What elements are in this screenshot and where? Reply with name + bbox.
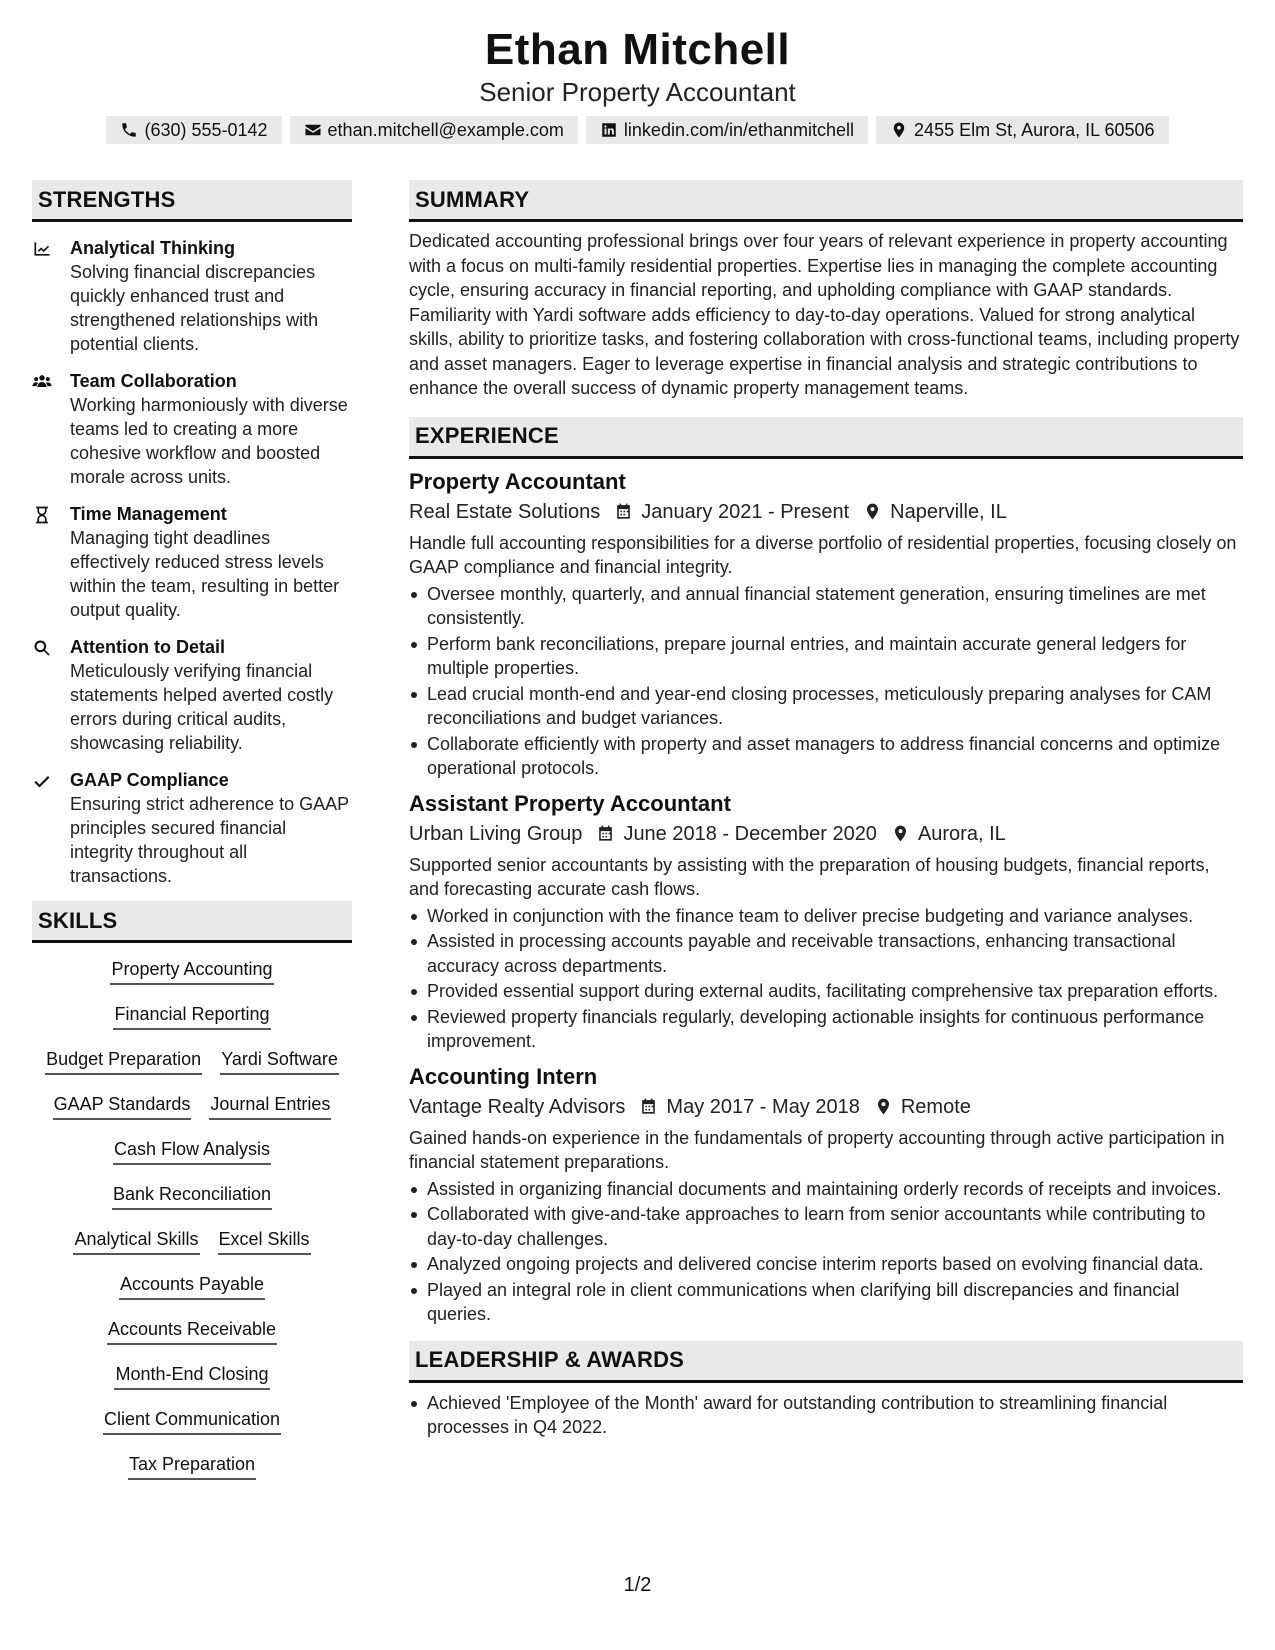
contact-address-text: 2455 Elm St, Aurora, IL 60506 [914, 119, 1155, 140]
bullet-item: Provided essential support during external audits, facilitating comprehensive tax preparation efforts. [409, 979, 1243, 1004]
job-dates: May 2017 - May 2018 [666, 1095, 860, 1118]
job-bullets [409, 1177, 1243, 1327]
job-company: Real Estate Solutions [409, 500, 601, 523]
skill-tag: Client Communication [103, 1407, 281, 1435]
strength-desc: Meticulously verifying financial statements helped averted costly errors during critical audits, showcasing reliability. [70, 661, 334, 753]
skill-tag: Budget Preparation [45, 1047, 202, 1075]
job-title: Property Accountant [409, 468, 626, 494]
skill-tag: Journal Entries [209, 1092, 331, 1120]
strength-desc: Solving financial discrepancies quickly enhanced trust and strengthened relationships with potential clients. [70, 262, 319, 354]
job-location: Naperville, IL [890, 500, 1007, 523]
job-title: Accounting Intern [409, 1063, 598, 1089]
bullet-item: Collaborate efficiently with property and asset managers to address financial concerns and optimize operational protocols. [409, 732, 1243, 781]
strength-desc: Managing tight deadlines effectively reduced stress levels within the team, resulting in better output quality. [70, 528, 340, 620]
map-pin-icon [863, 502, 882, 521]
skill-tag: Tax Preparation [128, 1452, 256, 1480]
job-location: Remote [900, 1095, 971, 1118]
bullet-item: Collaborated with give-and-take approaches to learn from senior accountants while contributing to day-to-day challenges. [409, 1202, 1243, 1251]
job-meta [409, 1092, 1243, 1122]
strength-title: Time Management [70, 504, 227, 524]
contact-linkedin-text: linkedin.com/in/ethanmitchell [623, 119, 855, 140]
strength-item [32, 236, 352, 356]
strengths-heading: STRENGTHS [32, 180, 352, 222]
map-pin-icon [890, 121, 908, 139]
job-bullets [409, 582, 1243, 781]
strength-item [32, 369, 352, 489]
contact-email[interactable] [290, 116, 578, 144]
summary-heading: SUMMARY [409, 180, 1243, 222]
skill-tag: Excel Skills [218, 1227, 311, 1255]
leadership-bullets [409, 1391, 1243, 1440]
candidate-name: Ethan Mitchell [484, 25, 791, 74]
strength-item [32, 635, 352, 755]
job-description: Handle full accounting responsibilities for a diverse portfolio of residential properties, focusing closely on GAAP compliance and financial integrity. [409, 532, 1237, 577]
strength-desc: Ensuring strict adherence to GAAP principles secured financial integrity throughout all transactions. [70, 794, 349, 886]
job-location: Aurora, IL [917, 822, 1006, 845]
job-entry [409, 1062, 1243, 1327]
bullet-item: Achieved 'Employee of the Month' award for outstanding contribution to streamlining financial processes in Q4 2022. [409, 1391, 1243, 1440]
bullet-item: Assisted in processing accounts payable and receivable transactions, enhancing transactional accuracy across departments. [409, 929, 1243, 978]
strength-title: Attention to Detail [70, 637, 225, 657]
hourglass-icon [32, 505, 52, 525]
skills-list [32, 957, 352, 1480]
contact-phone-text: (630) 555-0142 [144, 119, 268, 140]
leadership-heading: LEADERSHIP & AWARDS [409, 1341, 1243, 1383]
page-number: 1/2 [623, 1574, 652, 1596]
resume-header [0, 0, 1275, 144]
strength-item [32, 768, 352, 888]
job-bullets [409, 904, 1243, 1054]
contact-bar [0, 116, 1275, 144]
job-meta [409, 497, 1243, 527]
skill-tag: Financial Reporting [113, 1002, 270, 1030]
skills-heading: SKILLS [32, 901, 352, 943]
skill-tag: Accounts Receivable [107, 1317, 277, 1345]
skill-tag: Bank Reconciliation [112, 1182, 272, 1210]
strength-item [32, 502, 352, 622]
summary-text: Dedicated accounting professional brings over four years of relevant experience in property accounting with a focus on multi-family residential properties. Expertise lies in managing the complete accounting cycle, ensuring accuracy in financial reporting, and upholding compliance with GAAP standards. Familiarity with Yardi software adds efficiency to day-to-day operations. Valued for strong analytical skills, ability to prioritize tasks, and fostering collaboration with cross-functional teams, including property and asset managers. Eager to leverage expertise in financial analysis and strategic contributions to enhance the overall success of dynamic property management teams. [409, 231, 1240, 398]
calendar-icon [614, 502, 633, 521]
skill-tag: Cash Flow Analysis [113, 1137, 271, 1165]
candidate-title: Senior Property Accountant [479, 77, 796, 107]
left-column [32, 180, 352, 1480]
bullet-item: Worked in conjunction with the finance team to deliver precise budgeting and variance analyses. [409, 904, 1243, 929]
skill-tag: Property Accounting [110, 957, 273, 985]
calendar-icon [596, 824, 615, 843]
skill-tag: Analytical Skills [73, 1227, 199, 1255]
check-icon [32, 771, 52, 791]
map-pin-icon [891, 824, 910, 843]
job-description: Gained hands-on experience in the fundamentals of property accounting through active participation in financial statement preparations. [409, 1127, 1225, 1172]
experience-heading: EXPERIENCE [409, 417, 1243, 459]
linkedin-icon [600, 121, 618, 139]
strength-title: Analytical Thinking [70, 238, 236, 258]
job-company: Urban Living Group [409, 822, 583, 845]
job-company: Vantage Realty Advisors [409, 1095, 626, 1118]
strength-title: Team Collaboration [70, 371, 237, 391]
skill-tag: Month-End Closing [114, 1362, 269, 1390]
strength-desc: Working harmoniously with diverse teams led to creating a more cohesive workflow and boosted morale across units. [70, 395, 348, 487]
bullet-item: Lead crucial month-end and year-end closing processes, meticulously preparing analyses for CAM reconciliations and budget variances. [409, 682, 1243, 731]
skill-tag: GAAP Standards [53, 1092, 192, 1120]
bullet-item: Reviewed property financials regularly, developing actionable insights for continuous performance improvement. [409, 1005, 1243, 1054]
skill-tag: Accounts Payable [119, 1272, 265, 1300]
calendar-icon [639, 1097, 658, 1116]
job-title: Assistant Property Accountant [409, 790, 731, 816]
strength-title: GAAP Compliance [70, 770, 229, 790]
bullet-item: Played an integral role in client communications when clarifying bill discrepancies and financial queries. [409, 1278, 1243, 1327]
job-description: Supported senior accountants by assisting with the preparation of housing budgets, financial reports, and forecasting accurate cash flows. [409, 854, 1210, 899]
contact-address [876, 116, 1169, 144]
job-meta [409, 819, 1243, 849]
right-column [409, 180, 1243, 1441]
job-entry [409, 467, 1243, 781]
contact-email-text: ethan.mitchell@example.com [327, 119, 564, 140]
contact-phone[interactable] [106, 116, 281, 144]
contact-linkedin[interactable] [586, 116, 868, 144]
bullet-item: Assisted in organizing financial documents and maintaining orderly records of receipts and invoices. [409, 1177, 1243, 1202]
strengths-list [32, 236, 352, 888]
chart-line-icon [32, 239, 52, 259]
skill-tag: Yardi Software [220, 1047, 339, 1075]
bullet-item: Oversee monthly, quarterly, and annual financial statement generation, ensuring timelines are met consistently. [409, 582, 1243, 631]
bullet-item: Analyzed ongoing projects and delivered concise interim reports based on evolving financial data. [409, 1252, 1243, 1277]
bullet-item: Perform bank reconciliations, prepare journal entries, and maintain accurate general ledgers for multiple properties. [409, 632, 1243, 681]
job-entry [409, 789, 1243, 1054]
phone-icon [120, 121, 138, 139]
envelope-icon [304, 121, 322, 139]
job-dates: January 2021 - Present [641, 500, 850, 523]
users-icon [32, 372, 52, 392]
map-pin-icon [874, 1097, 893, 1116]
search-icon [32, 638, 52, 658]
job-dates: June 2018 - December 2020 [623, 822, 877, 845]
